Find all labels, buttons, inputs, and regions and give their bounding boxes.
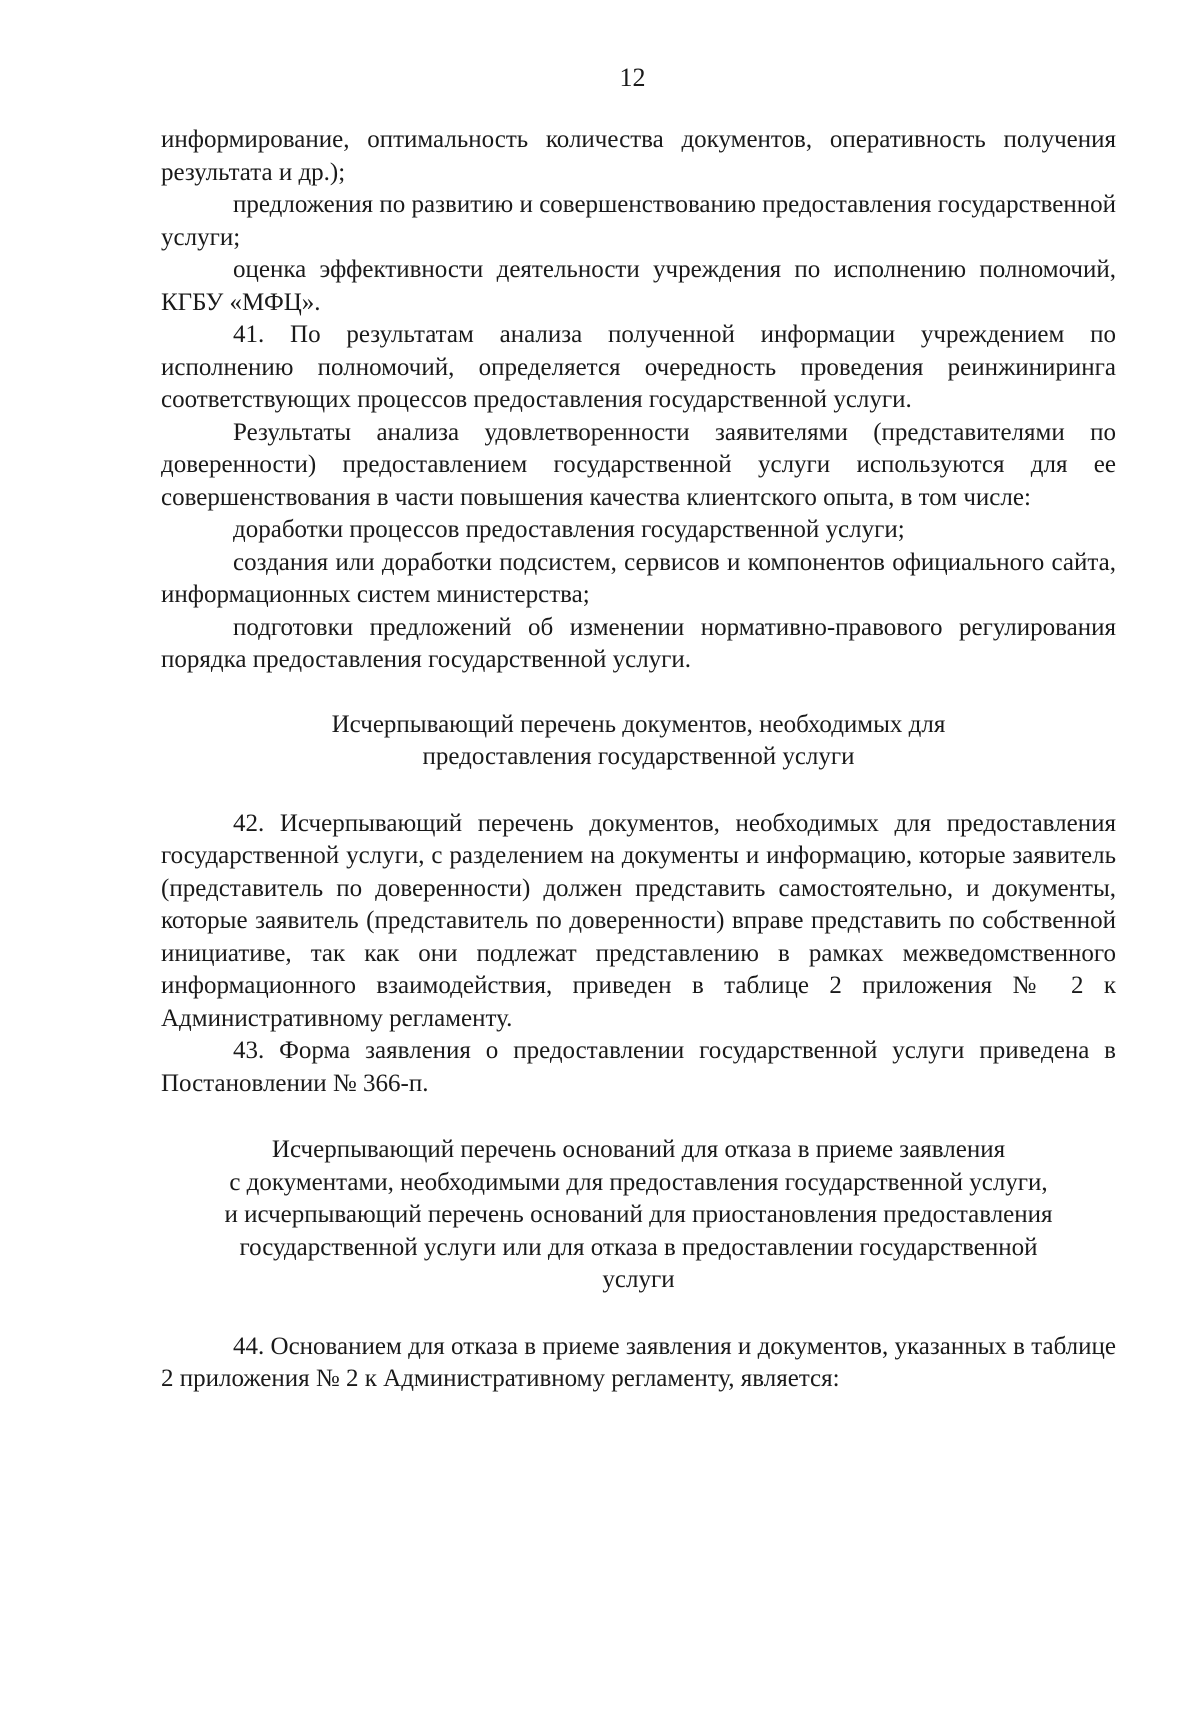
heading-line: предоставления государственной услуги: [422, 743, 855, 770]
heading-line: и исчерпывающий перечень оснований для приостановления предоставления: [224, 1201, 1053, 1228]
heading-line: Исчерпывающий перечень оснований для отказа в приеме заявления: [271, 1136, 1006, 1163]
paragraph-list-item-3: подготовки предложений об изменении нормативно-правового регулирования порядка предоставления государственной услуги.: [161, 613, 1116, 673]
paragraph-list-item-1: доработки процессов предоставления государственной услуги;: [233, 516, 905, 543]
document-body: [161, 124, 1116, 1396]
paragraph-42: 42. Исчерпывающий перечень документов, необходимых для предоставления государственной услуги, с разделением на документы и информацию, которые заявитель (представитель по доверенности) должен представить самостоятельно, и документы, которые заявитель (представитель по доверенности) вправе представить по собственной инициативе, так как они подлежат представлению в рамках межведомственного информационного взаимодействия, приведен в таблице 2 приложения № 2 к Административному регламенту.: [161, 809, 1116, 1032]
paragraph-evaluation: оценка эффективности деятельности учреждения по исполнению полномочий, КГБУ «МФЦ».: [161, 256, 1116, 316]
paragraph-proposals: предложения по развитию и совершенствованию предоставления государственной услуги;: [161, 191, 1116, 251]
section-heading-documents: [161, 709, 1116, 774]
heading-line: Исчерпывающий перечень документов, необходимых для: [331, 710, 946, 738]
heading-line: государственной услуги или для отказа в предоставлении государственной: [239, 1233, 1038, 1261]
section-heading-refusal: [161, 1134, 1116, 1297]
heading-line: с документами, необходимыми для предоставления государственной услуги,: [229, 1168, 1048, 1196]
paragraph-41: 41. По результатам анализа полученной информации учреждением по исполнению полномочий, определяется очередность проведения реинжиниринга соответствующих процессов предоставления государственной услуги.: [161, 321, 1116, 413]
page-number: 12: [619, 63, 646, 92]
paragraph-list-item-2: создания или доработки подсистем, сервисов и компонентов официального сайта, информационных систем министерства;: [161, 548, 1116, 608]
paragraph-results: Результаты анализа удовлетворенности заявителями (представителями по доверенности) предоставлением государственной услуги используются для ее совершенствования в части повышения качества клиентского опыта, в том числе:: [161, 418, 1116, 511]
paragraph-44: 44. Основанием для отказа в приеме заявления и документов, указанных в таблице 2 приложения № 2 к Административному регламенту, является:: [161, 1332, 1116, 1392]
heading-line: услуги: [602, 1266, 675, 1293]
paragraph-continuation: информирование, оптимальность количества документов, оперативность получения результата и др.);: [161, 126, 1116, 186]
paragraph-43: 43. Форма заявления о предоставлении государственной услуги приведена в Постановлении № 366-п.: [161, 1037, 1116, 1097]
